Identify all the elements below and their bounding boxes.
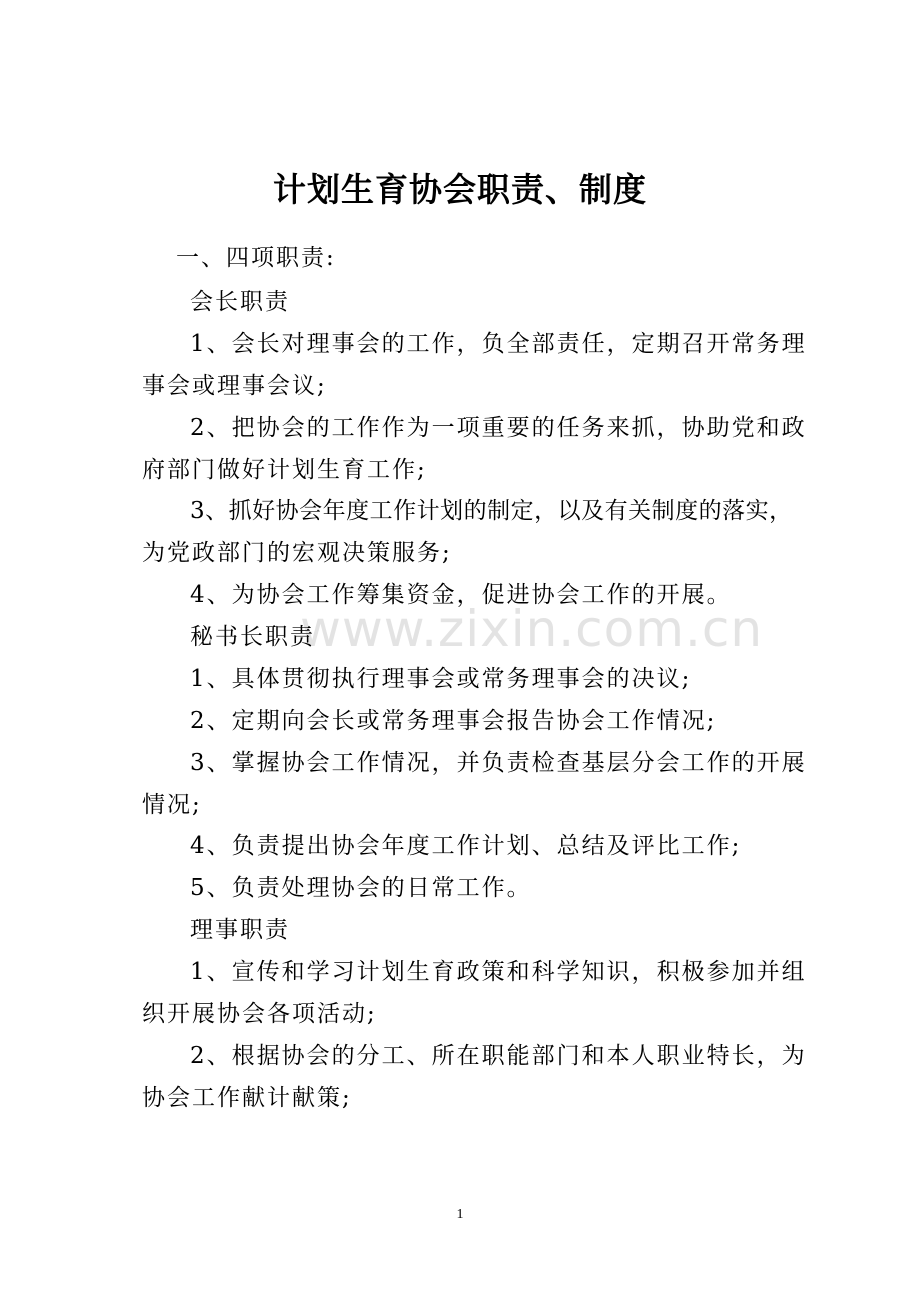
paragraph-line: 事会或理事会议;: [142, 373, 327, 399]
paragraph-line: 4、为协会工作筹集资金，促进协会工作的开展。: [190, 582, 732, 608]
paragraph-line: 1、宣传和学习计划生育政策和科学知识，积极参加并组: [190, 959, 807, 985]
paragraph-line: 为党政部门的宏观决策服务;: [142, 540, 452, 566]
paragraph-line: 府部门做好计划生育工作;: [142, 457, 427, 483]
subsection-heading: 理事职责: [190, 917, 290, 943]
paragraph-line: 1、会长对理事会的工作，负全部责任，定期召开常务理: [190, 331, 807, 357]
paragraph-line: 2、把协会的工作作为一项重要的任务来抓，协助党和政: [190, 415, 807, 441]
paragraph-line: 5、负责处理协会的日常工作。: [190, 875, 532, 901]
paragraph-line: 2、根据协会的分工、所在职能部门和本人职业特长，为: [190, 1043, 807, 1069]
paragraph-line: 3、抓好协会年度工作计划的制定，以及有关制度的落实，: [190, 498, 793, 524]
subsection-heading: 会长职责: [190, 289, 290, 315]
paragraph-line: 协会工作献计献策;: [142, 1085, 352, 1111]
paragraph-line: 1、具体贯彻执行理事会或常务理事会的决议;: [190, 666, 692, 692]
document-title: 计划生育协会职责、制度: [273, 170, 647, 209]
page-number: 1: [456, 1207, 464, 1222]
paragraph-line: 2、定期向会长或常务理事会报告协会工作情况;: [190, 708, 717, 734]
paragraph-line: 情况;: [142, 792, 202, 818]
paragraph-line: 织开展协会各项活动;: [142, 1001, 377, 1027]
paragraph-line: 4、负责提出协会年度工作计划、总结及评比工作;: [190, 833, 742, 859]
subsection-heading: 秘书长职责: [190, 624, 315, 650]
section-heading: 一、四项职责:: [176, 245, 336, 271]
watermark: www.zixin.com.cn: [300, 600, 764, 658]
paragraph-line: 3、掌握协会工作情况，并负责检查基层分会工作的开展: [190, 750, 807, 776]
